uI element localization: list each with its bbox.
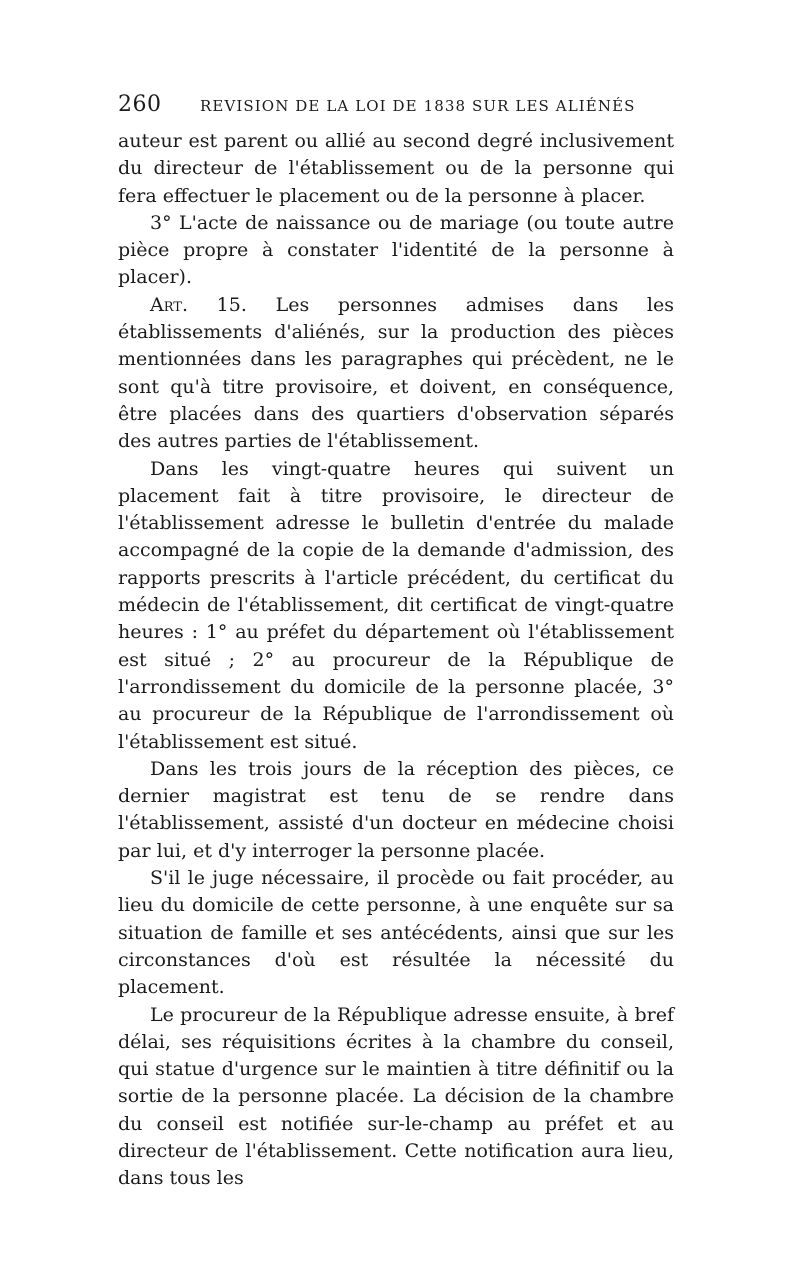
paragraph-placement: Dans les vingt-quatre heures qui suivent un placement fait à titre provisoire, le directeur de l'établissement adresse le bulletin d'entrée du malade accompagné de la copie de la demande d'admission, des rapports prescrits à l'article précédent, du certificat du médecin de l'établissement, dit certificat de vingt-quatre heures : 1° au préfet du département où l'établissement est situé ; 2° au procureur de la République de l'arrondissement du domicile de la personne placée, 3° au procureur de la République de l'arrondissement où l'établissement est situé.	[118, 457, 674, 753]
book-page	[118, 92, 675, 1190]
page-header	[118, 92, 674, 130]
paragraph-inquiry: S'il le juge nécessaire, il procède ou fait procéder, au lieu du domicile de cette personne, à une enquête sur sa situation de famille et ses antécédents, ainsi que sur les circonstances d'où est résultée la nécessité du placement.	[118, 867, 674, 999]
paragraph-continuation: auteur est parent ou allié au second degré inclusivement du directeur de l'établissement ou de la personne qui fera effectuer le placement ou de la personne à placer.	[118, 130, 674, 207]
paragraph-magistrate: Dans les trois jours de la réception des pièces, ce dernier magistrat est tenu de se rendre dans l'établissement, assisté d'un docteur en médecine choisi par lui, et d'y interroger la personne placée.	[118, 757, 674, 862]
paragraph-item-3: 3° L'acte de naissance ou de mariage (ou toute autre pièce propre à constater l'identité de la personne à placer).	[118, 211, 674, 289]
page-body	[118, 128, 674, 1193]
article-label: Art. 15.	[150, 293, 247, 316]
article-15-text: Les personnes admises dans les établissements d'aliénés, sur la production des pièces mentionnées dans les paragraphes qui précèdent, ne le sont qu'à titre provisoire, et doivent, en conséquence, être placées dans des quartiers d'observation séparés des autres parties de l'établissement.	[118, 293, 675, 453]
paragraph-requisitions: Le procureur de la République adresse ensuite, à bref délai, ses réquisitions écrites à la chambre du conseil, qui statue d'urgence sur le maintien à titre définitif ou la sortie de la personne placée. La décision de la chambre du conseil est notifiée sur-le-champ au préfet et au directeur de l'établissement. Cette notification aura lieu, dans tous les	[118, 1003, 674, 1190]
running-title: REVISION DE LA LOI DE 1838 SUR LES ALIÉNÉS	[200, 97, 636, 115]
page-number: 260	[118, 92, 162, 117]
paragraph-article-15	[118, 292, 674, 456]
